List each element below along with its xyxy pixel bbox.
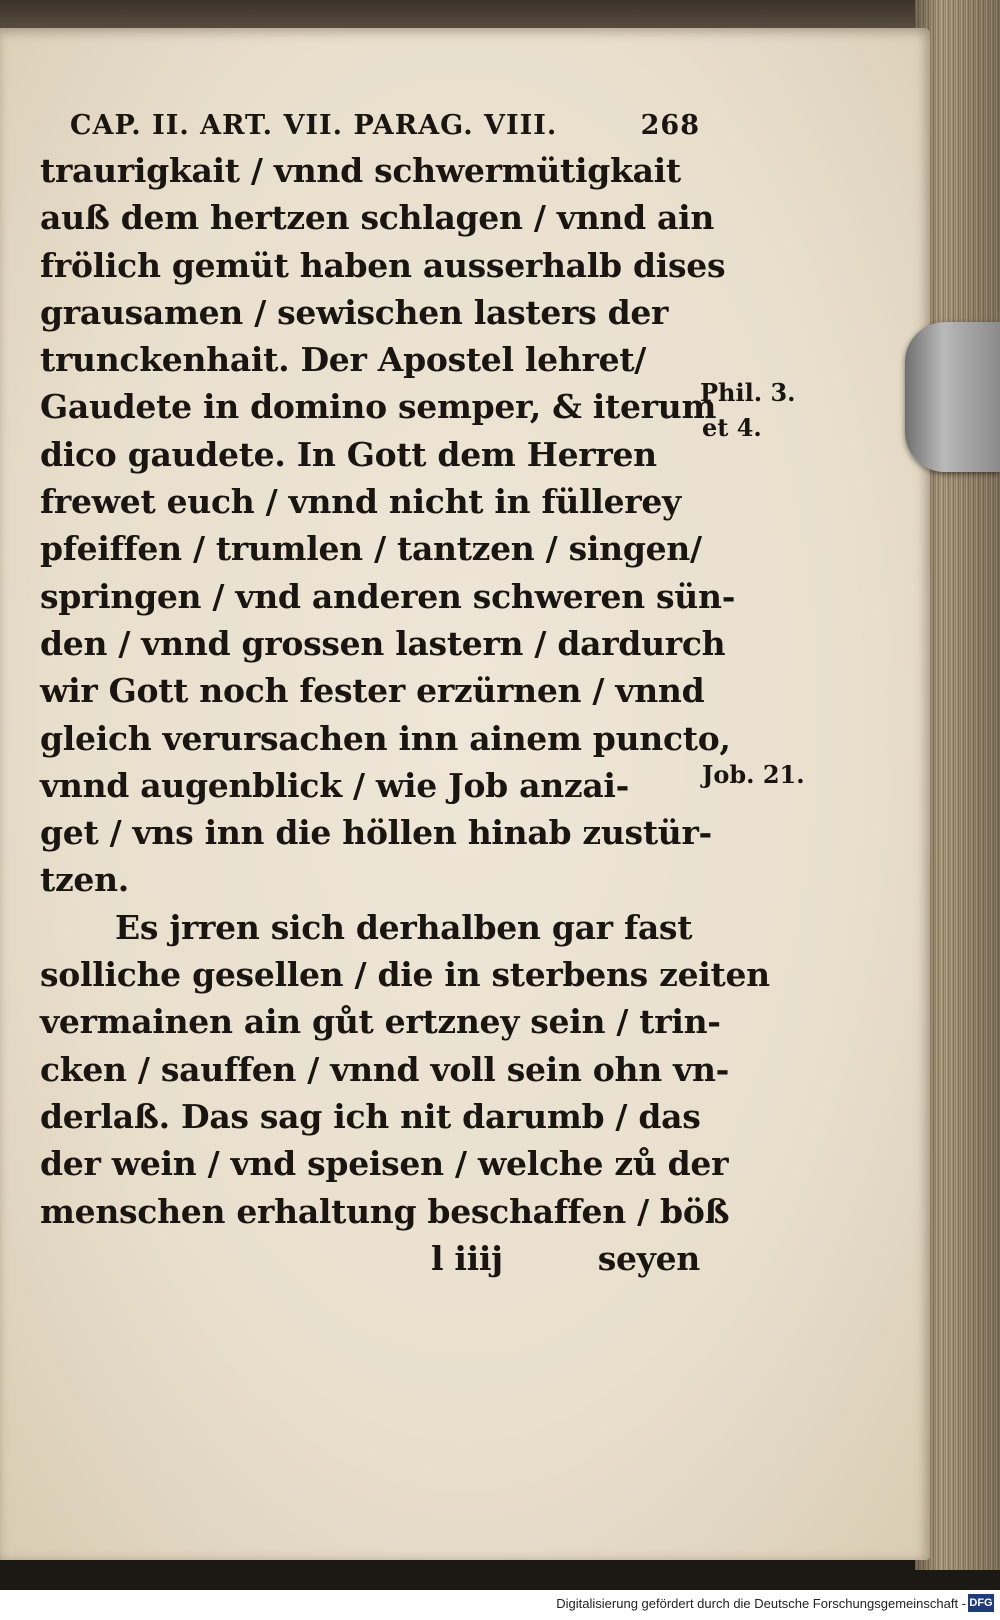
- paragraph-start-line: Es jrren sich derhalben gar fast: [115, 907, 693, 947]
- book-clip: [905, 322, 1000, 472]
- text-line: pfeiffen / trumlen / tantzen / singen/: [40, 529, 702, 569]
- marginal-note-phil-cont: et 4.: [702, 413, 762, 442]
- text-line: solliche gesellen / die in sterbens zeiten: [40, 955, 770, 995]
- text-line: menschen erhaltung beschaffen / böß: [40, 1191, 730, 1231]
- funding-credit: Digitalisierung gefördert durch die Deutsche Forschungsgemeinschaft -: [556, 1596, 966, 1611]
- running-head: CAP. II. ART. VII. PARAG. VIII.: [70, 110, 558, 141]
- marginal-note-job: Job. 21.: [702, 760, 805, 789]
- text-line: wir Gott noch fester erzürnen / vnnd: [40, 671, 705, 711]
- text-line: frewet euch / vnnd nicht in füllerey: [40, 482, 681, 522]
- text-line: cken / sauffen / vnnd voll sein ohn vn-: [40, 1049, 730, 1089]
- signature-mark: l iiij: [430, 1238, 503, 1278]
- dfg-logo: DFG: [968, 1594, 994, 1612]
- running-header: [40, 105, 700, 147]
- text-line: auß dem hertzen schlagen / vnnd ain: [40, 198, 715, 238]
- page-number: 268: [640, 110, 700, 141]
- text-line: den / vnnd grossen lastern / dardurch: [40, 623, 726, 663]
- book-top-edge: [0, 0, 1000, 30]
- text-line: dico gaudete. In Gott dem Herren: [40, 434, 657, 474]
- signature-line: [40, 1235, 700, 1282]
- text-line: gleich verursachen inn ainem puncto,: [40, 718, 731, 758]
- text-line: tzen.: [40, 860, 129, 900]
- text-line: vnnd augenblick / wie Job anzai-: [40, 765, 630, 805]
- text-line: derlaß. Das sag ich nit darumb / das: [40, 1096, 701, 1136]
- text-line: Gaudete in domino semper, & iterum: [40, 387, 717, 427]
- text-line: der wein / vnd speisen / welche zů der: [40, 1144, 729, 1184]
- text-line: traurigkait / vnnd schwermütigkait: [40, 151, 681, 190]
- marginal-note-phil: Phil. 3.: [700, 378, 796, 407]
- catchword: seyen: [597, 1238, 700, 1278]
- text-line: trunckenhait. Der Apostel lehret/: [40, 340, 647, 380]
- text-line: springen / vnd anderen schweren sün-: [40, 576, 736, 616]
- text-line: frölich gemüt haben ausserhalb dises: [40, 245, 726, 285]
- text-line: vermainen ain gůt ertzney sein / trin-: [40, 1002, 721, 1042]
- text-line: grausamen / sewischen lasters der: [40, 292, 669, 332]
- text-line: get / vns inn die höllen hinab zustür-: [40, 813, 712, 853]
